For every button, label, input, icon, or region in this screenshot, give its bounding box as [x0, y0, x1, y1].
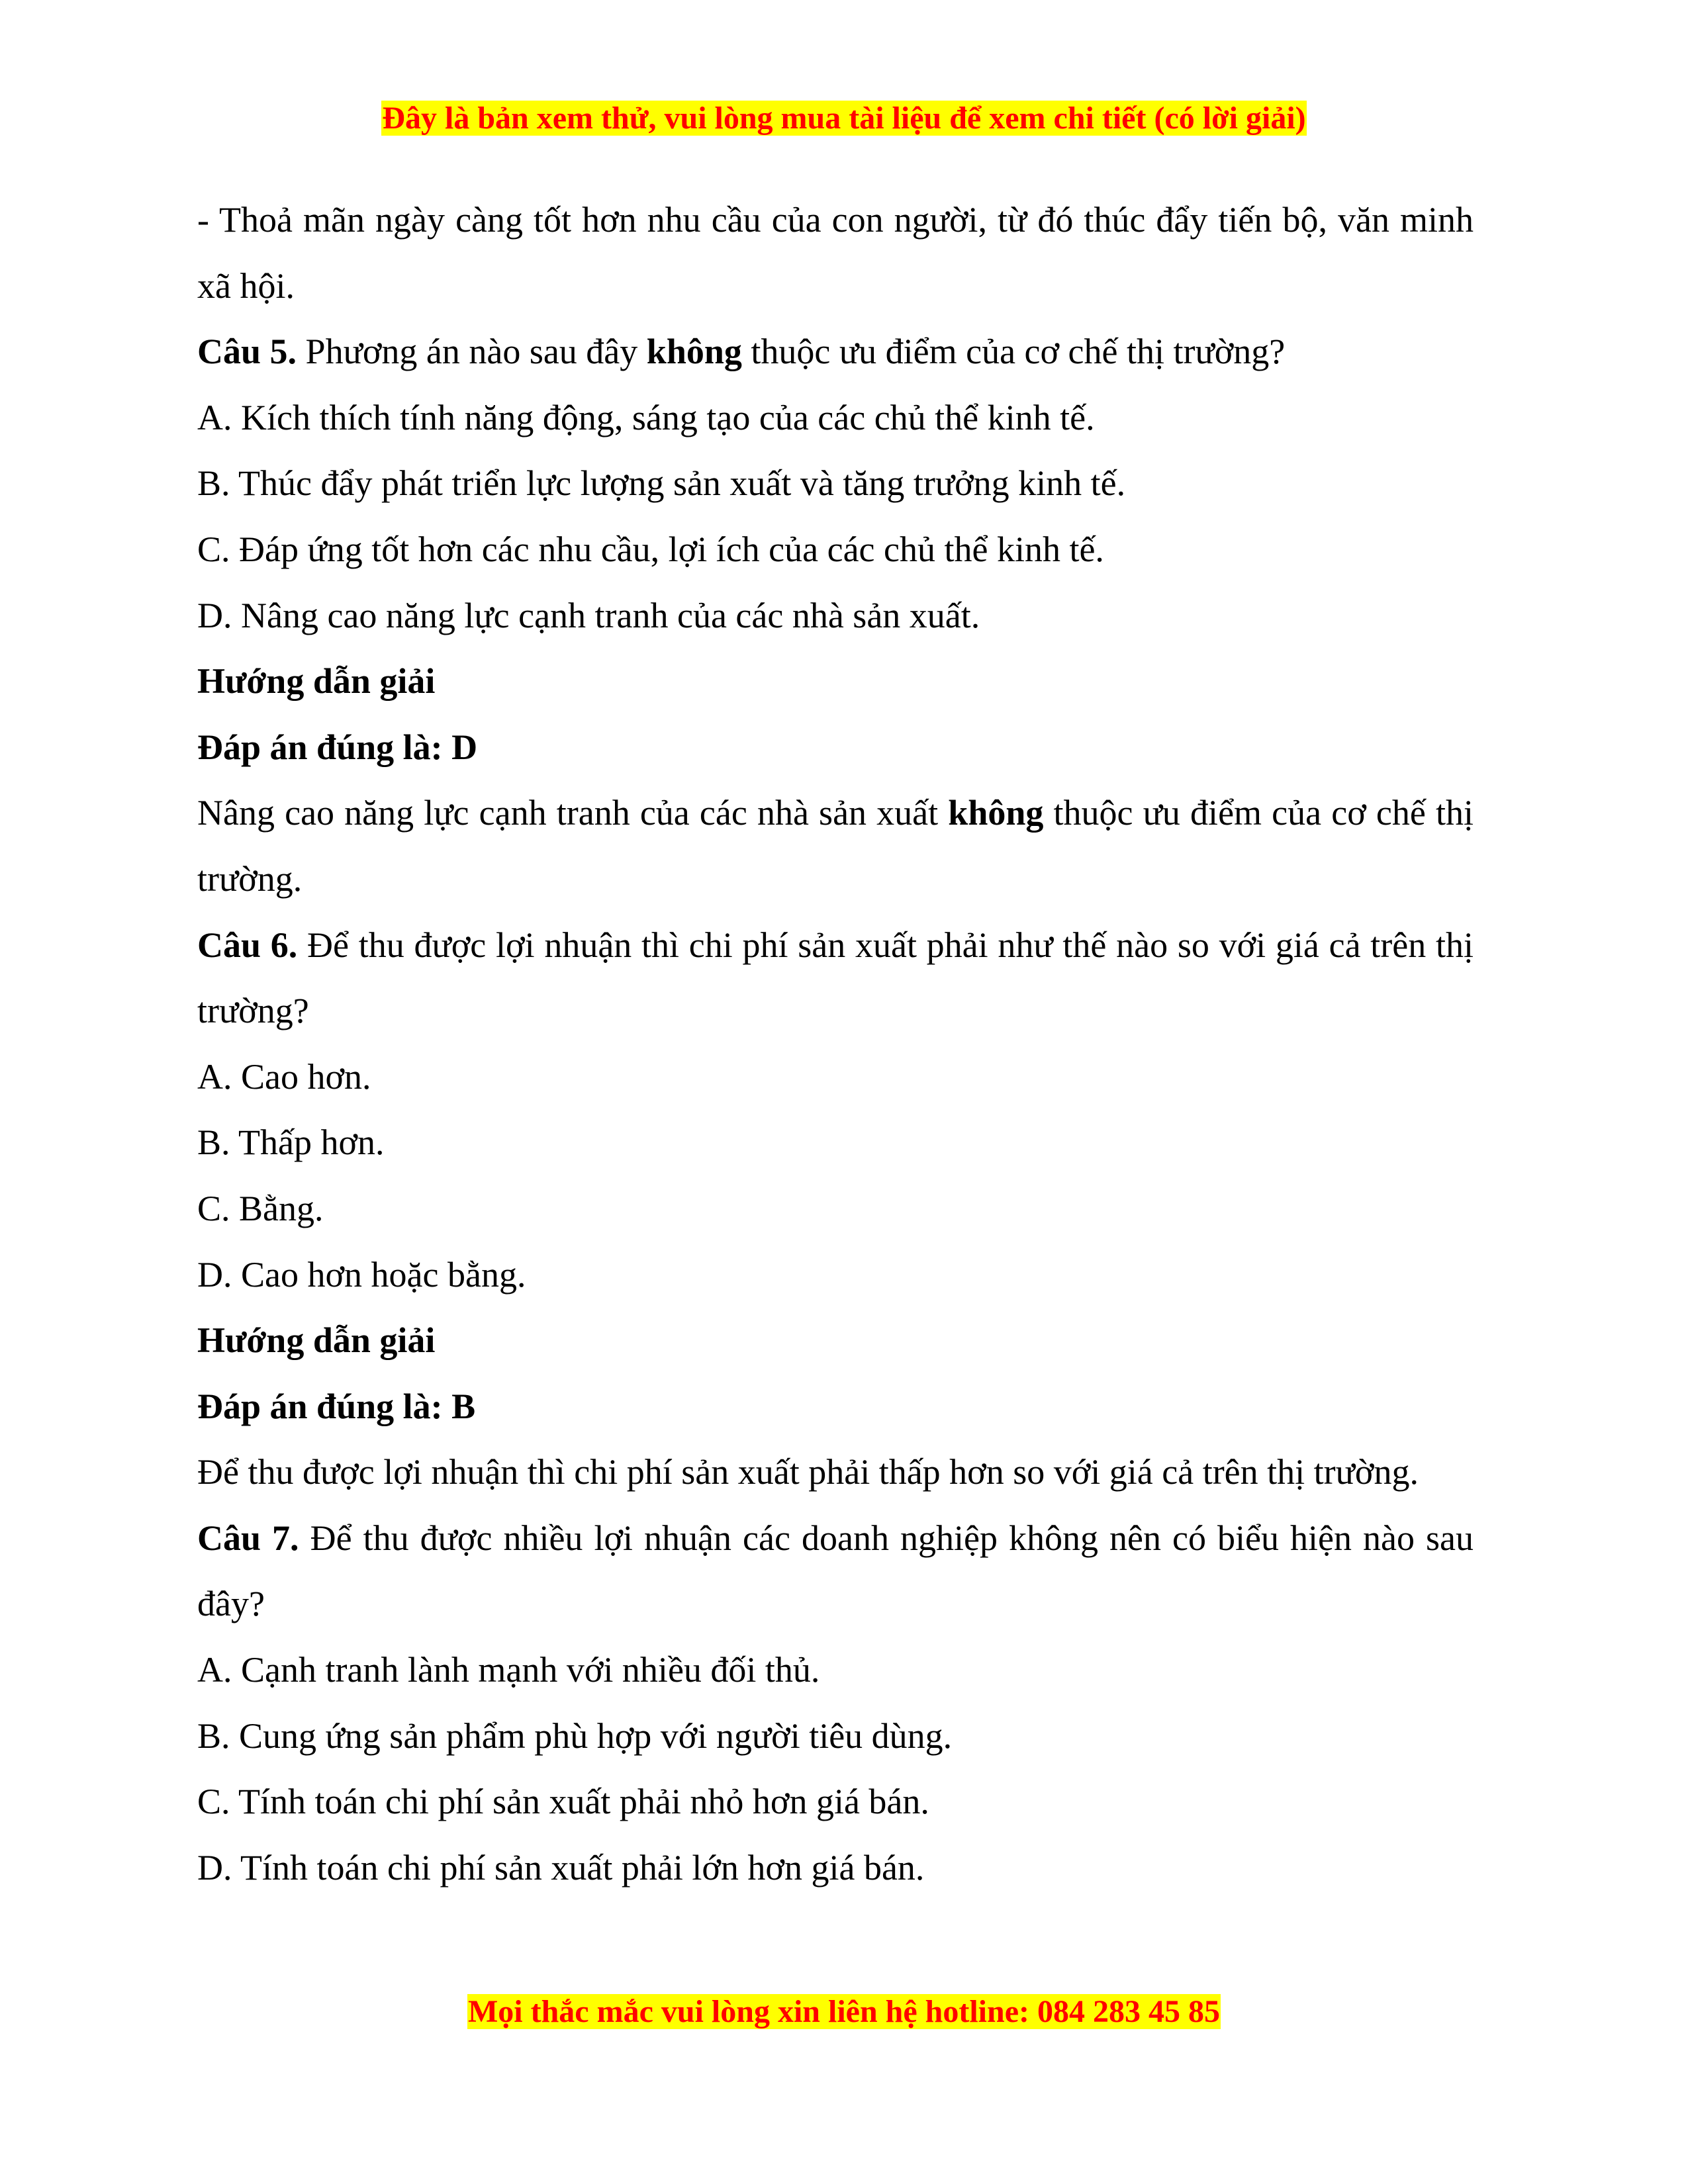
option-d: D. Nâng cao năng lực cạnh tranh của các nhà sản xuất. [197, 595, 980, 635]
explanation: Để thu được lợi nhuận thì chi phí sản xuất phải thấp hơn so với giá cả trên thị trường. [197, 1452, 1419, 1492]
option-a: A. Cao hơn. [197, 1056, 371, 1097]
option-a: A. Cạnh tranh lành mạnh với nhiều đối thủ. [197, 1650, 820, 1690]
question-label: Câu 7. [197, 1518, 299, 1558]
question-label: Câu 5. [197, 332, 297, 372]
document-body [197, 187, 1474, 1901]
option-a: A. Kích thích tính năng động, sáng tạo của các chủ thể kinh tế. [197, 397, 1095, 437]
guide-heading-text: Hướng dẫn giải [197, 661, 436, 702]
question-7 [197, 1506, 1474, 1637]
emphasis: không [948, 793, 1044, 833]
guide-heading-text: Hướng dẫn giải [197, 1320, 436, 1361]
question-label: Câu 6. [197, 925, 298, 965]
option-c: C. Bằng. [197, 1188, 324, 1228]
emphasis: không [646, 332, 742, 372]
explanation [197, 780, 1474, 912]
option-b: B. Cung ứng sản phẩm phù hợp với người tiêu dùng. [197, 1715, 953, 1756]
option-b: B. Thấp hơn. [197, 1122, 385, 1163]
hotline-text: Mọi thắc mắc vui lòng xin liên hệ hotline: 084 283 45 85 [467, 1994, 1220, 2029]
answer-line [197, 1374, 1474, 1440]
intro-paragraph: - Thoả mãn ngày càng tốt hơn nhu cầu của con người, từ đó thúc đẩy tiến bộ, văn minh xã hội. [197, 200, 1474, 306]
option-b: B. Thúc đẩy phát triển lực lượng sản xuất và tăng trưởng kinh tế. [197, 463, 1126, 504]
question-text: Phương án nào sau đây [297, 332, 647, 372]
question-6 [197, 913, 1474, 1044]
option-d: D. Cao hơn hoặc bằng. [197, 1254, 526, 1295]
explanation-text: thuộc ưu điểm của cơ chế thị trường. [197, 793, 1474, 899]
option-c: C. Tính toán chi phí sản xuất phải nhỏ hơn giá bán. [197, 1782, 929, 1822]
question-5 [197, 319, 1474, 385]
answer-text: Đáp án đúng là: B [197, 1386, 476, 1426]
preview-notice-banner [0, 100, 1688, 137]
question-text: thuộc ưu điểm của cơ chế thị trường? [741, 332, 1286, 372]
guide-heading [197, 649, 1474, 715]
question-text: Để thu được nhiều lợi nhuận các doanh nghiệp không nên có biểu hiện nào sau đây? [197, 1518, 1474, 1624]
question-text: Để thu được lợi nhuận thì chi phí sản xuất phải như thế nào so với giá cả trên thị trường? [197, 925, 1474, 1031]
option-c: C. Đáp ứng tốt hơn các nhu cầu, lợi ích của các chủ thể kinh tế. [197, 529, 1104, 569]
guide-heading [197, 1308, 1474, 1374]
answer-line [197, 715, 1474, 781]
option-d: D. Tính toán chi phí sản xuất phải lớn hơn giá bán. [197, 1847, 925, 1888]
preview-notice-text: Đây là bản xem thử, vui lòng mua tài liệu để xem chi tiết (có lời giải) [382, 101, 1306, 136]
hotline-banner [0, 1993, 1688, 2030]
answer-text: Đáp án đúng là: D [197, 727, 478, 767]
explanation-text: Nâng cao năng lực cạnh tranh của các nhà sản xuất [197, 793, 949, 833]
